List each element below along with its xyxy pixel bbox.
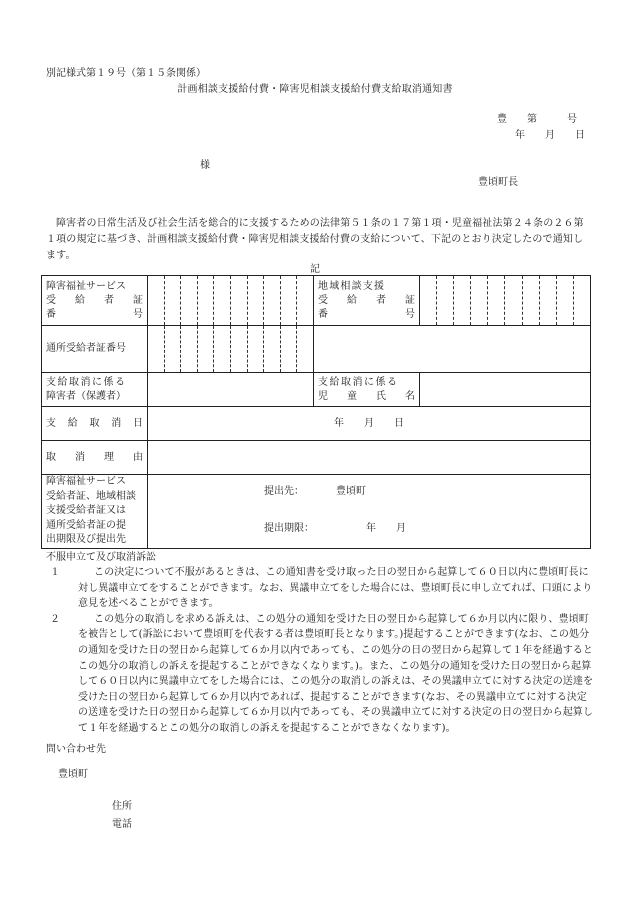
appeal-note-item: ２ この処分の取消しを求める訴えは、この処分の通知を受けた日の翌日から起算して６か月以内に限り、豊頃町を被告として(訴訟において豊頃町を代表する者は豊頃町長となります。)提起することができます(なお、この処分の通知を受けた日の翌日から起算して６か月以内であっても、この処分の日の翌日から起算して１年を経過するとこの処分の取消しの訴えを提起することができなくなります。)。また、この処分の通知を受けた日の翌日から起算して６０日以内に異議申立てをした場合には、この処分の取消しの訴えは、その異議申立てに対する決定の送達を受けた日の翌日から起算して６か月以内であれば、提起することができます(なお、その異議申立てに対する決定の送達を受けた日の翌日から起算して６か月以内であっても、その異議申立てに対する決定の日の翌日から起算して１年を経過するとこの処分の取消しの訴えを提起することができなくなります)。 [50,613,594,734]
label-community-recipient-number: 地域相談支援 受 給 者 証 番 号 [314,276,420,326]
sender: 豊頃町長 [478,177,518,188]
row-recipient-numbers [42,276,591,326]
service-recipient-number-boxes[interactable] [148,276,314,326]
cancel-reason-value[interactable] [148,441,591,475]
form-reference: 別記様式第１９号（第１５条関係） [46,68,206,79]
cancel-person-value[interactable] [148,373,314,407]
document-number: 豊 第 号 [497,114,577,125]
row-cancel-persons [42,373,591,407]
submission-destination-label: 提出先： [264,486,304,497]
ki-heading: 記 [310,264,320,275]
cancel-date-value[interactable]: 年 月 日 [148,407,591,441]
body-paragraph: 障害者の日常生活及び社会生活を総合的に支援するための法律第５１条の１７第１項・児童福祉法第２４条の２６第１項の規定に基づき、計画相談支援給付費・障害児相談支援給付費の支給について、下記のとおり決定したので通知します。 [46,218,584,261]
submission-value [148,475,591,549]
contact-address-label: 住所 [112,801,132,812]
notice-table [41,275,591,549]
issue-date: 年 月 日 [515,130,585,141]
row-cancel-reason [42,441,591,475]
label-cancel-child: 支給取消に係る 児 童 氏 名 [314,373,420,407]
day-service-number-boxes[interactable] [148,326,314,373]
community-recipient-number-boxes[interactable] [420,276,591,326]
appeal-notes [46,550,594,737]
label-submission: 障害福祉サービス 受給者証、地域相談 支援受給者証又は 通所受給者証の提 出期限及び提出先 [42,475,148,549]
row-cancel-date [42,407,591,441]
day-service-blank [314,326,591,373]
label-day-service-number: 通所受給者証番号 [42,326,148,373]
row-day-service-number [42,326,591,373]
contact-heading: 問い合わせ先 [46,744,106,755]
appeal-note-item: １ この決定について不服があるときは、この通知書を受け取った日の翌日から起算して６０日以内に豊頃町長に対し異議申立てをすることができます。なお、異議申立てをした場合には、豊頃町長に申し立てれば、口頭により意見を述べることができます。 [50,567,593,610]
contact-town: 豊頃町 [58,769,88,780]
label-service-recipient-number: 障害福祉サービス 受 給 者 証 番 号 [42,276,148,326]
label-cancel-person: 支給取消に係る 障害者（保護者） [42,373,148,407]
cancel-child-value[interactable] [420,373,591,407]
submission-deadline-label: 提出期限： [264,523,314,534]
row-submission [42,475,591,549]
label-cancel-date: 支 給 取 消 日 [42,407,148,441]
document-title: 計画相談支援給付費・障害児相談支援給付費支給取消通知書 [177,84,453,95]
addressee: 様 [200,160,210,171]
contact-phone-label: 電話 [112,819,132,830]
submission-destination-value[interactable]: 豊頃町 [336,486,366,497]
appeal-notes-heading: 不服申立て及び取消訴訟 [46,552,156,563]
submission-deadline-value[interactable]: 年 月 [366,523,406,534]
label-cancel-reason: 取 消 理 由 [42,441,148,475]
